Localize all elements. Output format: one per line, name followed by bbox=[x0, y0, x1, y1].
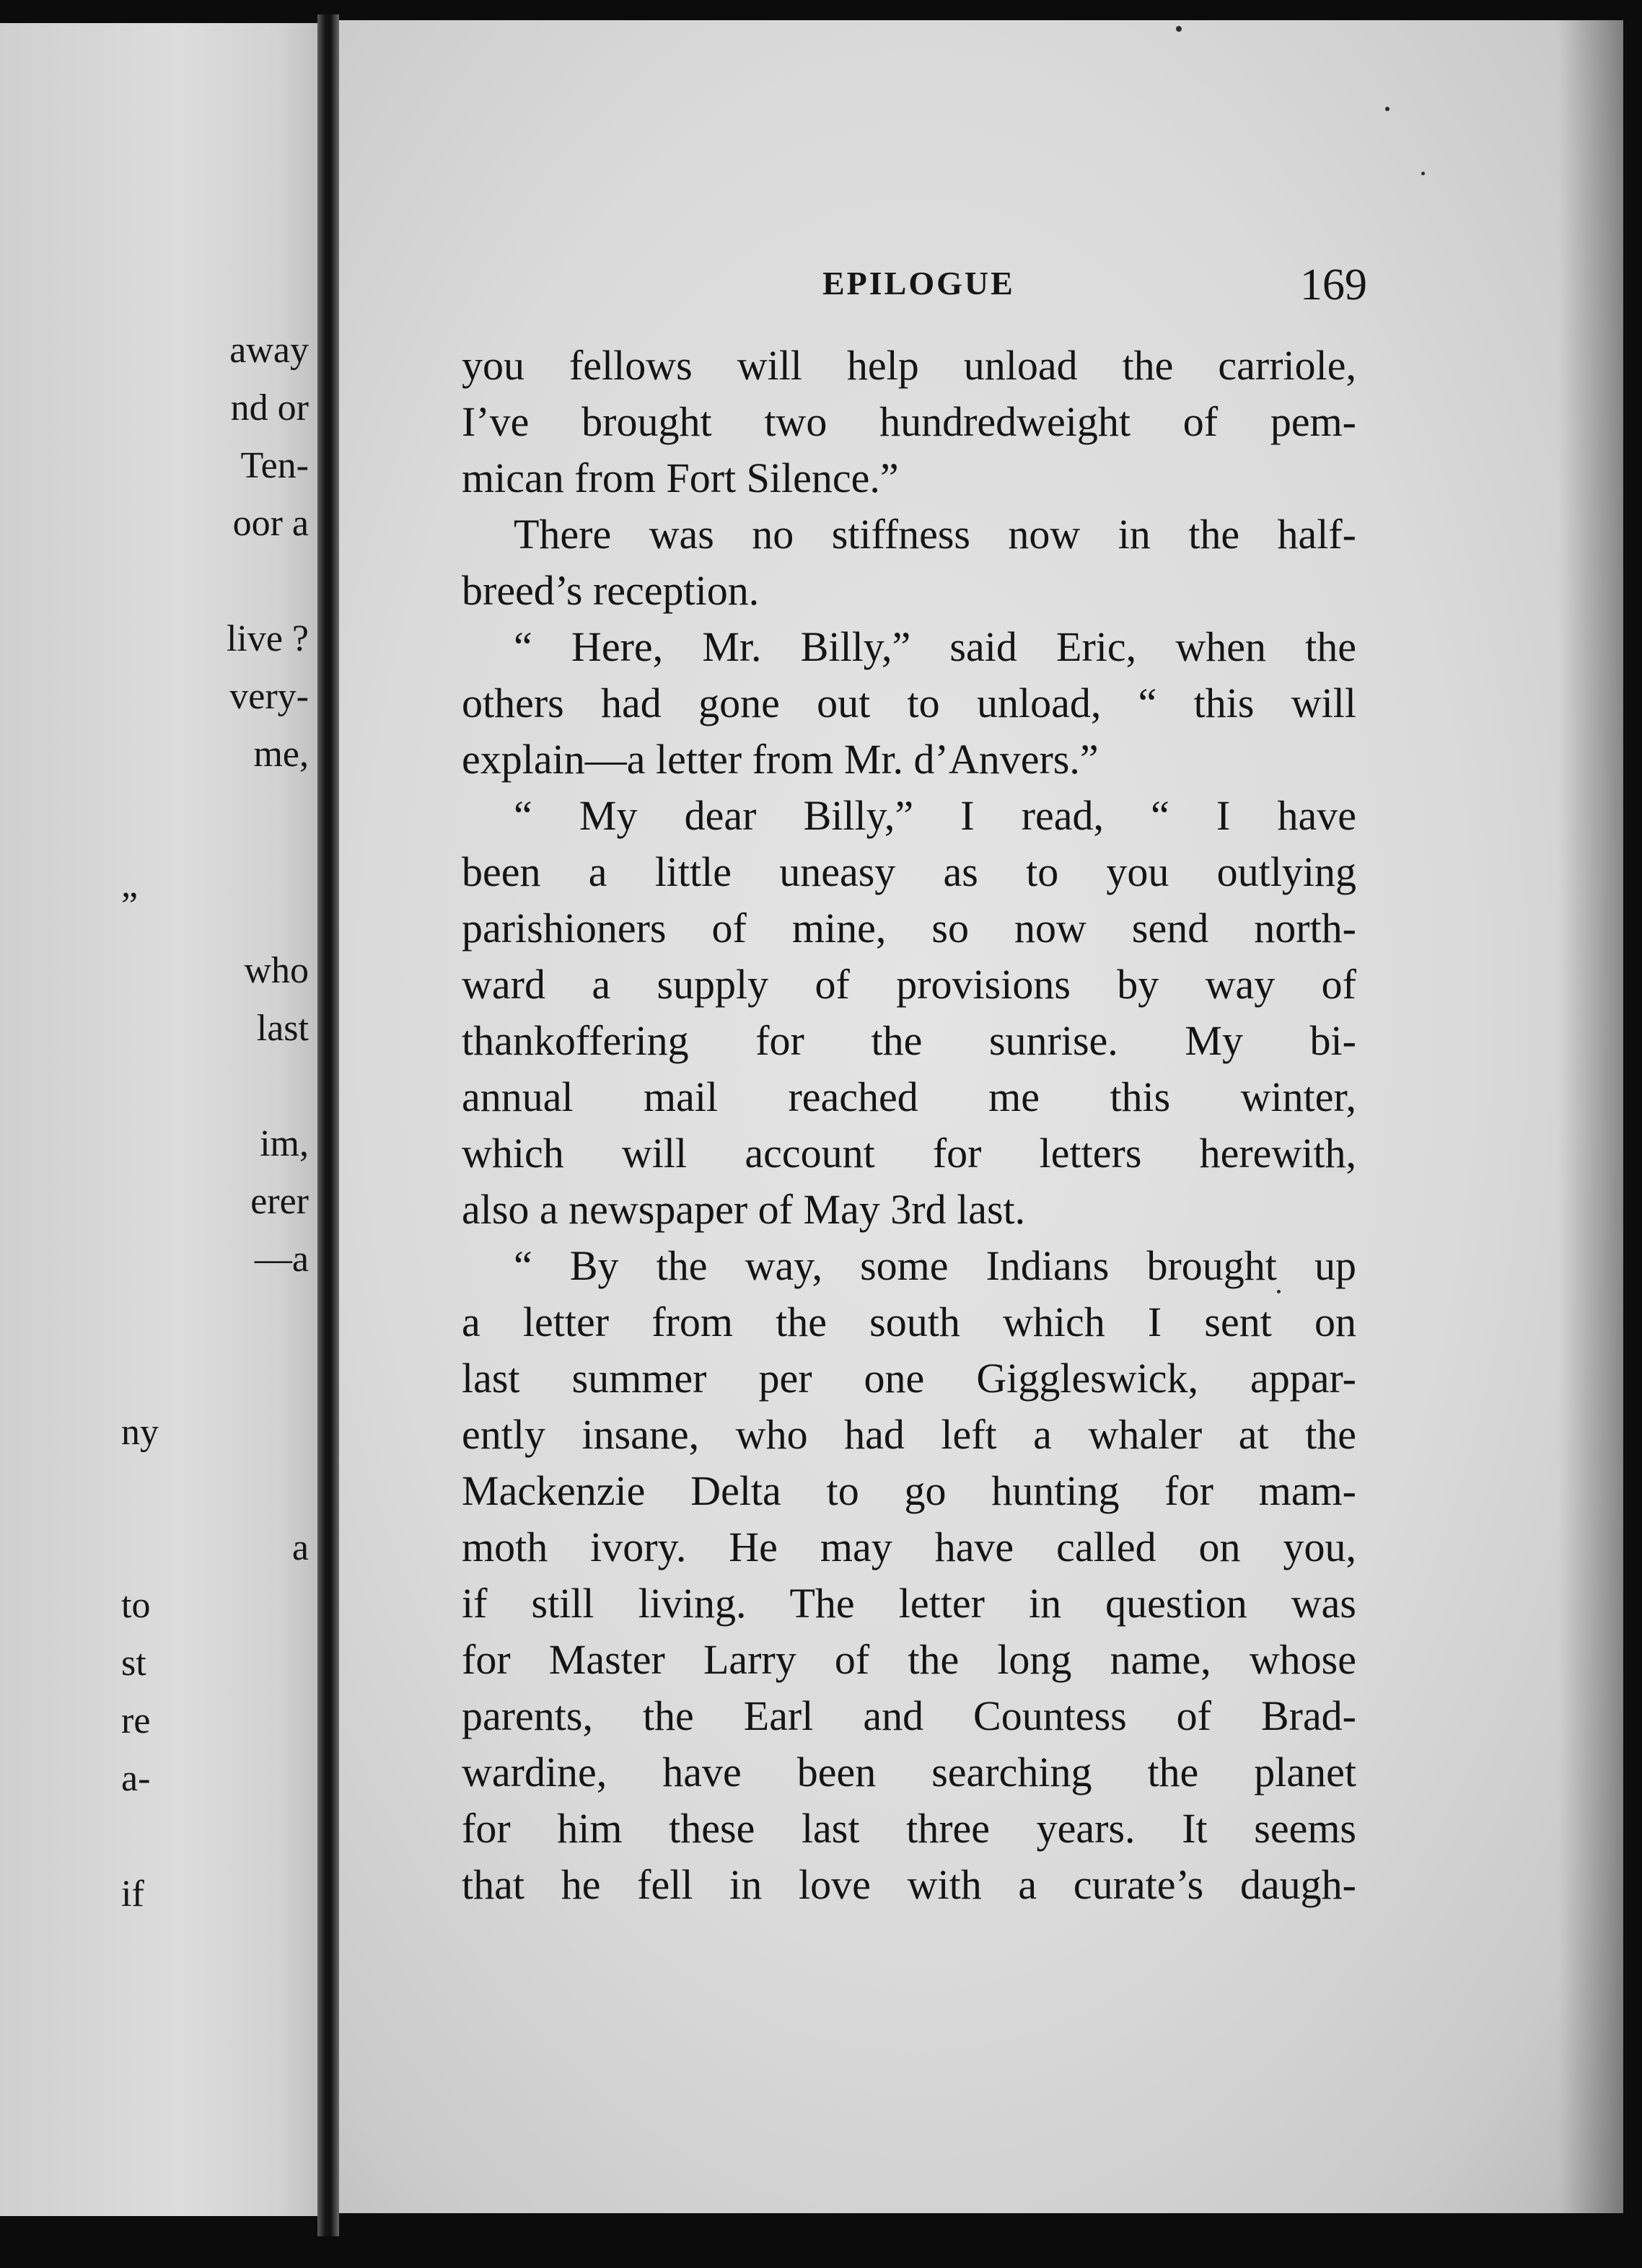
text-line: “ By the way, some Indians brought up bbox=[514, 1242, 1356, 1289]
dust-speck bbox=[1385, 107, 1389, 111]
page-edge-shadow bbox=[1558, 20, 1623, 2213]
text-line: if still living. The letter in question was bbox=[462, 1580, 1356, 1627]
left-fragment: if bbox=[121, 1873, 144, 1915]
left-fragment: to bbox=[121, 1585, 151, 1626]
right-page bbox=[339, 20, 1623, 2213]
text-line: for him these last three years. It seems bbox=[462, 1805, 1356, 1852]
text-line: “ Here, Mr. Billy,” said Eric, when the bbox=[514, 623, 1356, 670]
text-line: others had gone out to unload, “ this will bbox=[462, 680, 1356, 726]
left-fragment: who bbox=[244, 950, 309, 991]
text-line: mican from Fort Silence.” bbox=[462, 454, 899, 501]
left-fragment: st bbox=[121, 1643, 146, 1684]
left-fragment: me, bbox=[253, 734, 309, 775]
text-line: I’ve brought two hundredweight of pem- bbox=[462, 398, 1356, 445]
text-line: annual mail reached me this winter, bbox=[462, 1073, 1356, 1120]
running-head: EPILOGUE bbox=[822, 265, 1015, 302]
left-fragment: last bbox=[256, 1008, 309, 1049]
text-line: breed’s reception. bbox=[462, 567, 760, 614]
left-fragment: ” bbox=[121, 885, 139, 926]
text-line: ward a supply of provisions by way of bbox=[462, 961, 1356, 1008]
left-fragment: ny bbox=[121, 1412, 159, 1453]
left-fragment: live ? bbox=[226, 618, 309, 659]
book-gutter bbox=[317, 14, 339, 2236]
left-fragment: re bbox=[121, 1700, 151, 1741]
text-line: wardine, have been searching the planet bbox=[462, 1749, 1356, 1796]
left-fragment: —a bbox=[254, 1239, 309, 1280]
text-line: thankoffering for the sunrise. My bi- bbox=[462, 1017, 1356, 1064]
left-fragment: oor a bbox=[232, 503, 309, 544]
text-line: There was no stiffness now in the half- bbox=[514, 511, 1356, 558]
left-page bbox=[0, 23, 326, 2216]
text-line: Mackenzie Delta to go hunting for mam- bbox=[462, 1467, 1356, 1514]
left-fragment: im, bbox=[260, 1123, 309, 1164]
text-line: moth ivory. He may have called on you, bbox=[462, 1524, 1356, 1570]
text-line: last summer per one Giggleswick, appar- bbox=[462, 1355, 1356, 1402]
text-line: a letter from the south which I sent on bbox=[462, 1298, 1356, 1345]
dust-speck bbox=[1277, 1290, 1281, 1293]
left-fragment: Ten- bbox=[240, 445, 309, 486]
text-line: parishioners of mine, so now send north- bbox=[462, 905, 1356, 951]
left-fragment: a bbox=[291, 1527, 309, 1568]
text-line: “ My dear Billy,” I read, “ I have bbox=[514, 792, 1356, 839]
text-line: that he fell in love with a curate’s daugh- bbox=[462, 1861, 1356, 1908]
dust-speck bbox=[1421, 172, 1425, 175]
page-number: 169 bbox=[1300, 260, 1367, 309]
left-fragment: very- bbox=[229, 676, 309, 717]
text-line: been a little uneasy as to you outlying bbox=[462, 848, 1356, 895]
text-line: parents, the Earl and Countess of Brad- bbox=[462, 1692, 1356, 1739]
dust-speck bbox=[1176, 26, 1182, 32]
left-fragment: a- bbox=[121, 1758, 151, 1799]
text-line: explain—a letter from Mr. d’Anvers.” bbox=[462, 736, 1099, 783]
text-line: ently insane, who had left a whaler at the bbox=[462, 1411, 1356, 1458]
text-line: for Master Larry of the long name, whose bbox=[462, 1636, 1356, 1683]
left-fragment: nd or bbox=[230, 387, 309, 428]
left-fragment: away bbox=[229, 330, 309, 371]
left-fragment: erer bbox=[250, 1181, 309, 1222]
text-line: you fellows will help unload the carriole, bbox=[462, 342, 1356, 389]
text-line: which will account for letters herewith, bbox=[462, 1130, 1356, 1177]
text-line: also a newspaper of May 3rd last. bbox=[462, 1186, 1026, 1233]
